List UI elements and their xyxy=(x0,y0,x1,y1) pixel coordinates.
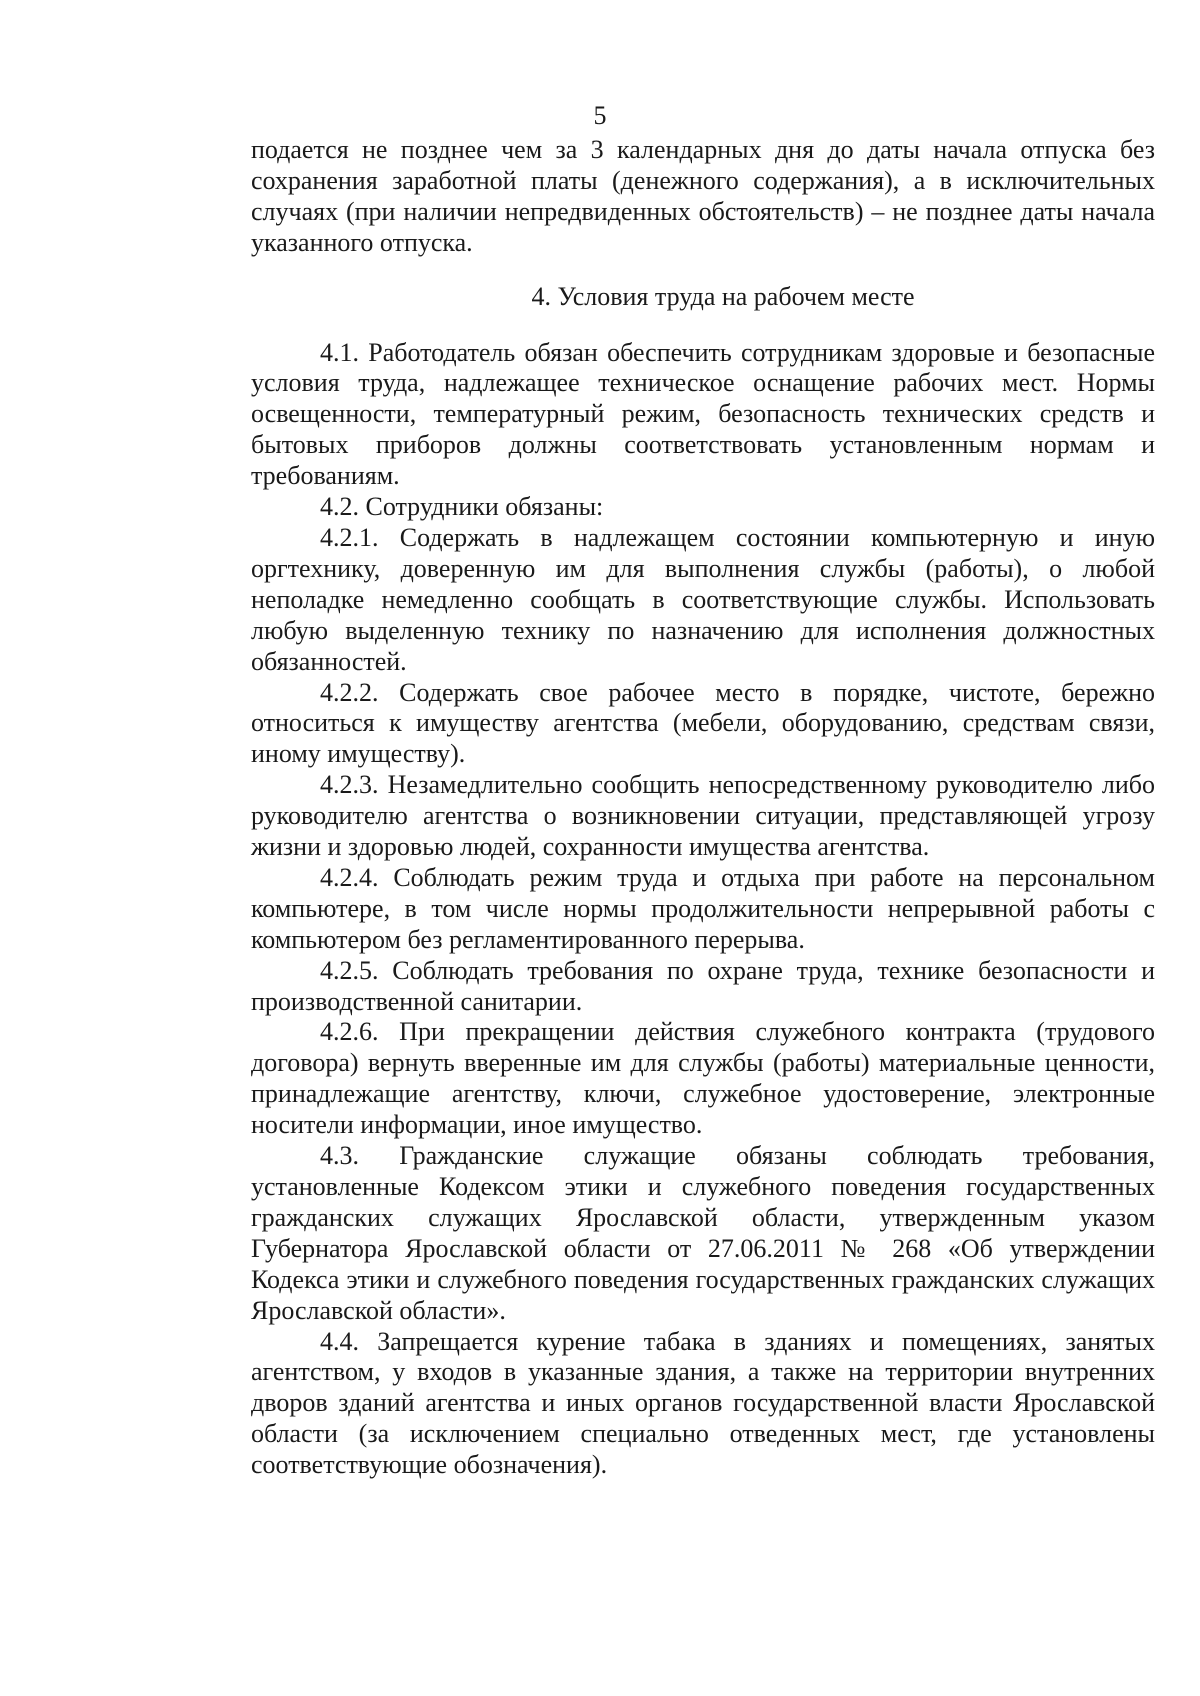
paragraph-4-3: 4.3. Гражданские служащие обязаны соблюдать требования, установленные Кодексом этики и служебного поведения государственных гражданских служащих Ярославской области, утвержденным указом Губернатора Ярославской области от 27.06.2011 № 268 «Об утверждении Кодекса этики и служебного поведения государственных гражданских служащих Ярославской области». xyxy=(251,1141,1155,1325)
paragraph-4-2-4: 4.2.4. Соблюдать режим труда и отдыха при работе на персональном компьютере, в том числе нормы продолжительности непрерывной работы с компьютером без регламентированного перерыва. xyxy=(251,862,1155,954)
paragraph-4-2-1: 4.2.1. Содержать в надлежащем состоянии компьютерную и иную оргтехнику, доверенную им для выполнения службы (работы), о любой неполадке немедленно сообщать в соответствующие службы. Использовать любую выделенную технику по назначению для исполнения должностных обязанностей. xyxy=(251,522,1155,676)
paragraph-4-2-5: 4.2.5. Соблюдать требования по охране труда, технике безопасности и производственной санитарии. xyxy=(251,955,1155,1016)
document-body xyxy=(251,135,1155,1481)
paragraph-4-2-3: 4.2.3. Незамедлительно сообщить непосредственному руководителю либо руководителю агентства о возникновении ситуации, представляющей угрозу жизни и здоровью людей, сохранности имущества агентства. xyxy=(251,770,1155,862)
intro-paragraph: подается не позднее чем за 3 календарных дня до даты начала отпуска без сохранения заработной платы (денежного содержания), а в исключительных случаях (при наличии непредвиденных обстоятельств) – не позднее даты начала указанного отпуска. xyxy=(251,135,1155,257)
paragraph-4-2-2: 4.2.2. Содержать свое рабочее место в порядке, чистоте, бережно относиться к имуществу агентства (мебели, оборудованию, средствам связи, иному имуществу). xyxy=(251,677,1155,769)
paragraph-4-1: 4.1. Работодатель обязан обеспечить сотрудникам здоровые и безопасные условия труда, надлежащее техническое оснащение рабочих мест. Нормы освещенности, температурный режим, безопасность технических средств и бытовых приборов должны соответствовать установленным нормам и требованиям. xyxy=(251,337,1155,491)
paragraph-4-4: 4.4. Запрещается курение табака в зданиях и помещениях, занятых агентством, у входов в указанные здания, а также на территории внутренних дворов зданий агентства и иных органов государственной власти Ярославской области (за исключением специально отведенных мест, где установлены соответствующие обозначения). xyxy=(251,1326,1155,1480)
section-title: 4. Условия труда на рабочем месте xyxy=(531,281,915,311)
paragraph-4-2: 4.2. Сотрудники обязаны: xyxy=(320,492,604,522)
page-number: 5 xyxy=(593,101,607,130)
paragraph-4-2-6: 4.2.6. При прекращении действия служебного контракта (трудового договора) вернуть вверенные им для службы (работы) материальные ценности, принадлежащие агентству, ключи, служебное удостоверение, электронные носители информации, иное имущество. xyxy=(251,1017,1155,1140)
